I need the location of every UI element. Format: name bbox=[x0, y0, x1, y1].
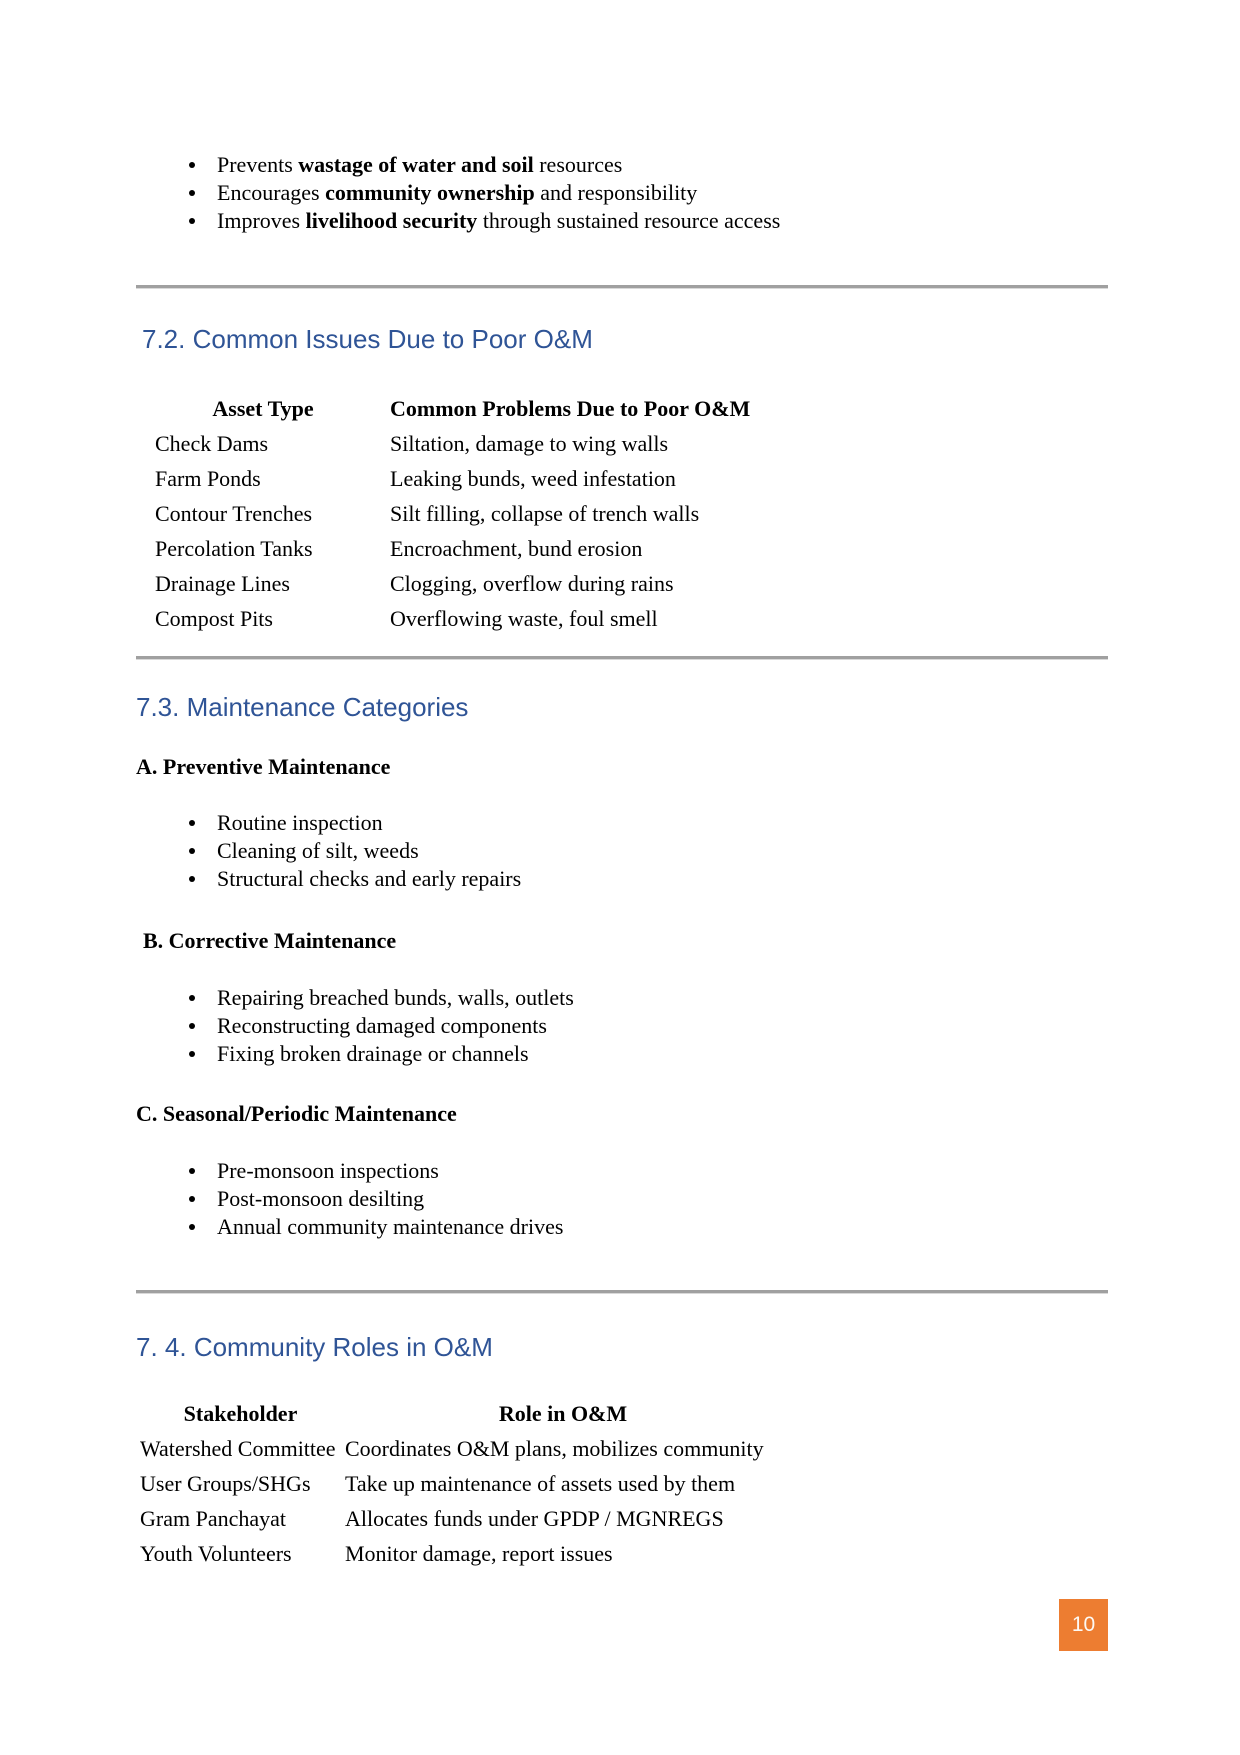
table-header-cell: Asset Type bbox=[212, 395, 314, 421]
table-cell: Siltation, damage to wing walls bbox=[390, 430, 669, 456]
table-cell: Youth Volunteers bbox=[140, 1540, 292, 1566]
roles-table bbox=[136, 1396, 1108, 1571]
list-item: Cleaning of silt, weeds bbox=[187, 837, 1108, 865]
table-cell: User Groups/SHGs bbox=[140, 1470, 311, 1496]
subsection-heading-corrective: B. Corrective Maintenance bbox=[143, 928, 397, 953]
subsection-heading-preventive: A. Preventive Maintenance bbox=[136, 754, 391, 779]
table-header-cell: Common Problems Due to Poor O&M bbox=[390, 395, 751, 421]
section-divider bbox=[136, 656, 1108, 660]
section-heading-7-4: 7. 4. Community Roles in O&M bbox=[136, 1332, 493, 1362]
document-content bbox=[136, 0, 1108, 1571]
table-cell: Coordinates O&M plans, mobilizes community bbox=[345, 1435, 764, 1461]
list-item: Prevents wastage of water and soil resources bbox=[187, 151, 1108, 179]
table-header-cell: Role in O&M bbox=[498, 1400, 628, 1426]
list-item: Structural checks and early repairs bbox=[187, 865, 1108, 893]
list-item: Pre-monsoon inspections bbox=[187, 1157, 1108, 1185]
table-cell: Take up maintenance of assets used by them bbox=[345, 1470, 736, 1496]
intro-bullet-list bbox=[136, 151, 1108, 235]
table-cell: Leaking bunds, weed infestation bbox=[390, 465, 676, 491]
subsection-heading-seasonal: C. Seasonal/Periodic Maintenance bbox=[136, 1101, 457, 1126]
section-heading-7-3: 7.3. Maintenance Categories bbox=[136, 692, 469, 722]
list-item: Improves livelihood security through sustained resource access bbox=[187, 207, 1108, 235]
table-cell: Watershed Committee bbox=[140, 1435, 336, 1461]
table-header-cell: Stakeholder bbox=[183, 1400, 298, 1426]
list-item: Encourages community ownership and responsibility bbox=[187, 179, 1108, 207]
page-number-badge: 10 bbox=[1059, 1599, 1108, 1651]
preventive-maintenance-list bbox=[136, 809, 1108, 893]
list-item: Post-monsoon desilting bbox=[187, 1185, 1108, 1213]
table-cell: Allocates funds under GPDP / MGNREGS bbox=[345, 1505, 724, 1531]
list-item: Routine inspection bbox=[187, 809, 1108, 837]
section-heading-7-2: 7.2. Common Issues Due to Poor O&M bbox=[142, 324, 593, 354]
table-cell: Farm Ponds bbox=[155, 465, 261, 491]
table-cell: Encroachment, bund erosion bbox=[390, 535, 643, 561]
corrective-maintenance-list bbox=[136, 984, 1108, 1068]
section-divider bbox=[136, 1290, 1108, 1294]
table-cell: Drainage Lines bbox=[155, 570, 290, 596]
list-item: Fixing broken drainage or channels bbox=[187, 1040, 1108, 1068]
table-cell: Silt filling, collapse of trench walls bbox=[390, 500, 700, 526]
list-item: Repairing breached bunds, walls, outlets bbox=[187, 984, 1108, 1012]
table-cell: Compost Pits bbox=[155, 605, 273, 631]
list-item: Annual community maintenance drives bbox=[187, 1213, 1108, 1241]
table-cell: Gram Panchayat bbox=[140, 1505, 286, 1531]
issues-table bbox=[136, 391, 1108, 636]
table-cell: Monitor damage, report issues bbox=[345, 1540, 613, 1566]
section-divider bbox=[136, 285, 1108, 289]
table-cell: Clogging, overflow during rains bbox=[390, 570, 674, 596]
table-cell: Check Dams bbox=[155, 430, 269, 456]
list-item: Reconstructing damaged components bbox=[187, 1012, 1108, 1040]
seasonal-maintenance-list bbox=[136, 1157, 1108, 1241]
table-cell: Percolation Tanks bbox=[155, 535, 313, 561]
table-cell: Contour Trenches bbox=[155, 500, 313, 526]
table-cell: Overflowing waste, foul smell bbox=[390, 605, 658, 631]
